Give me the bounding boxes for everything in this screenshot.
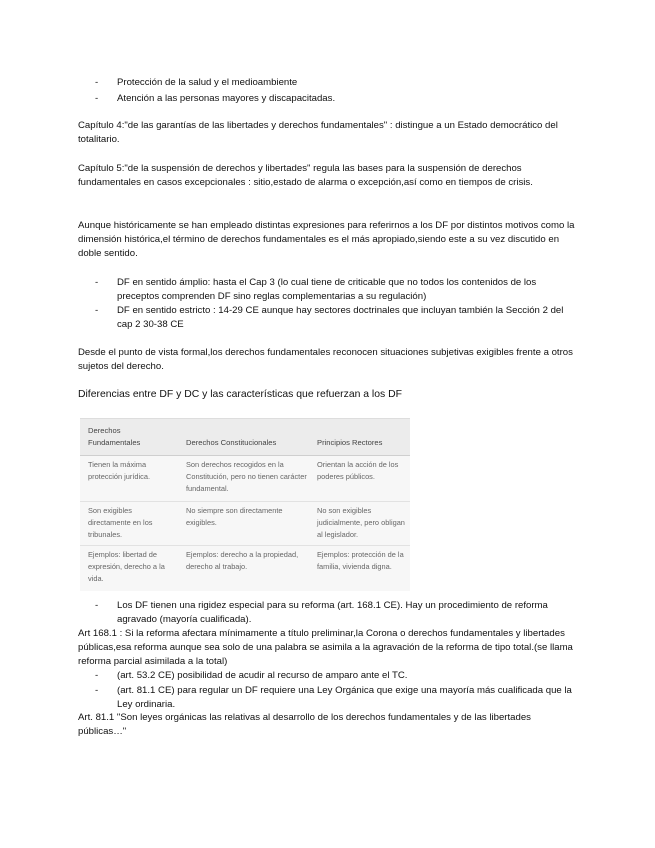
section-heading: Diferencias entre DF y DC y las características que refuerzan a los DF bbox=[78, 389, 402, 400]
bullet-dash: - bbox=[95, 77, 99, 88]
bullet-dash: - bbox=[95, 277, 99, 288]
comparison-table bbox=[80, 418, 410, 591]
paragraph-art168: Art 168.1 : Si la reforma afectara mínimamente a título preliminar,la Corona o derechos fundamentales y libertades públicas,esa reforma aunque sea solo de una palabra se asimila a la agravación de la reforma de tipo total.(se llama reforma parcial asimilada a la total) bbox=[78, 628, 573, 667]
table-cell: Ejemplos: libertad de expresión, derecho a la vida. bbox=[88, 550, 165, 583]
list-item-text: (art. 81.1 CE) para regular un DF requiere una Ley Orgánica que exige una mayoría más cualificada que la Ley ordinaria. bbox=[117, 685, 572, 710]
table-header-cell: Derechos Fundamentales bbox=[88, 426, 141, 447]
paragraph-art81: Art. 81.1 "Son leyes orgánicas las relativas al desarrollo de los derechos fundamentales y de las libertades públicas…" bbox=[78, 712, 531, 737]
table-cell: Tienen la máxima protección jurídica. bbox=[88, 460, 151, 481]
table-cell: No son exigibles judicialmente, pero obligan al legislador. bbox=[317, 506, 405, 539]
bullet-dash: - bbox=[95, 305, 99, 316]
list-item-text: Protección de la salud y el medioambiente bbox=[117, 77, 298, 88]
bullet-dash: - bbox=[95, 670, 99, 681]
paragraph-cap5: Capítulo 5:"de la suspensión de derechos y libertades" regula las bases para la suspensión de derechos fundamentales en casos excepcionales : sitio,estado de alarma o excepción,así como en tiempos de crisis. bbox=[78, 163, 533, 188]
table-cell: Orientan la acción de los poderes públicos. bbox=[317, 460, 399, 481]
list-item-text: Los DF tienen una rigidez especial para su reforma (art. 168.1 CE). Hay un procedimiento de reforma agravado (mayoría cualificada). bbox=[117, 600, 548, 625]
list-item-text: (art. 53.2 CE) posibilidad de acudir al recurso de amparo ante el TC. bbox=[117, 670, 408, 681]
paragraph-aunque: Aunque históricamente se han empleado distintas expresiones para referirnos a los DF por distintos motivos como la dimensión histórica,el término de derechos fundamentales es el más apropiado,siendo este a su vez discutido en doble sentido. bbox=[78, 220, 575, 259]
row-divider bbox=[80, 545, 410, 546]
paragraph-cap4: Capítulo 4:"de las garantías de las libertades y derechos fundamentales" : distingue a un Estado democrático del totalitario. bbox=[78, 120, 558, 145]
table-cell: Ejemplos: derecho a la propiedad, derecho al trabajo. bbox=[186, 550, 299, 571]
bullet-dash: - bbox=[95, 600, 99, 611]
table-header-cell: Derechos Constitucionales bbox=[186, 438, 277, 447]
table-cell: Son exigibles directamente en los tribunales. bbox=[88, 506, 153, 539]
table-cell: No siempre son directamente exigibles. bbox=[186, 506, 283, 527]
list-item-text: Atención a las personas mayores y discapacitadas. bbox=[117, 93, 336, 104]
bullet-dash: - bbox=[95, 685, 99, 696]
bullet-dash: - bbox=[95, 93, 99, 104]
list-item-text: DF en sentido ámplio: hasta el Cap 3 (lo cual tiene de criticable que no todos los contenidos de los preceptos comprenden DF sino reglas complementarias a su regulación) bbox=[117, 277, 537, 302]
table-cell: Son derechos recogidos en la Constitución, pero no tienen carácter fundamental. bbox=[186, 460, 307, 493]
table-cell: Ejemplos: protección de la familia, vivienda digna. bbox=[317, 550, 404, 571]
table-header-cell: Principios Rectores bbox=[317, 438, 383, 447]
list-item-text: DF en sentido estricto : 14-29 CE aunque hay sectores doctrinales que incluyan también la Sección 2 del cap 2 30-38 CE bbox=[117, 305, 564, 330]
paragraph-desde: Desde el punto de vista formal,los derechos fundamentales reconocen situaciones subjetivas exigibles frente a otros sujetos del derecho. bbox=[78, 347, 573, 372]
row-divider bbox=[80, 501, 410, 502]
